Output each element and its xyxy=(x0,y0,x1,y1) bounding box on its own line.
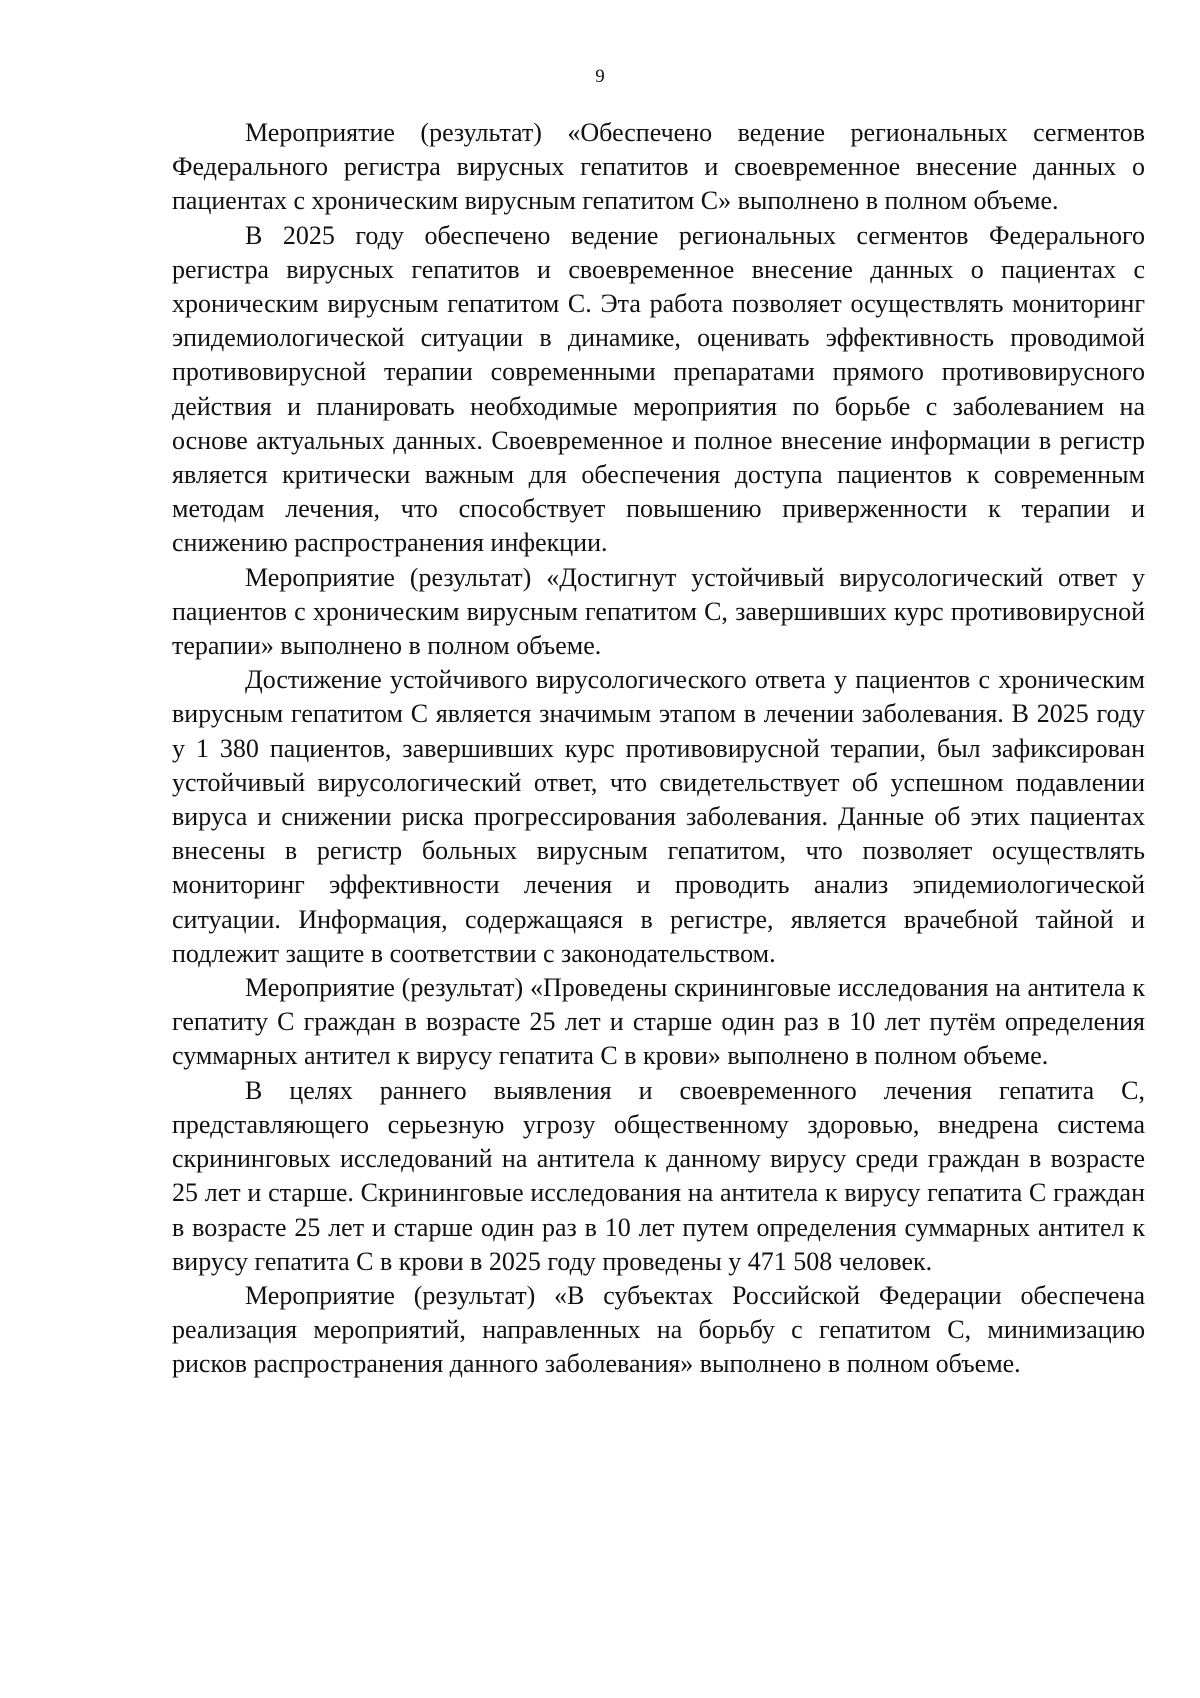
document-body xyxy=(172,116,1145,1382)
paragraph-virologic-response-details: Достижение устойчивого вирусологического ответа у пациентов с хроническим вирусным гепатитом С является значимым этапом в лечении заболевания. В 2025 году у 1 380 пациентов, завершивших курс противовирусной терапии, был зафиксирован устойчивый вирусологический ответ, что свидетельствует об успешном подавлении вируса и снижении риска прогрессирования заболевания. Данные об этих пациентах внесены в регистр больных вирусным гепатитом, что позволяет осуществлять мониторинг эффективности лечения и проводить анализ эпидемиологической ситуации. Информация, содержащаяся в регистре, является врачебной тайной и подлежит защите в соответствии с законодательством. xyxy=(172,665,1145,968)
paragraph-registry-details: В 2025 году обеспечено ведение региональных сегментов Федерального регистра вирусных гепатитов и своевременное внесение данных о пациентах с хроническим вирусным гепатитом С. Эта работа позволяет осуществлять мониторинг эпидемиологической ситуации в динамике, оценивать эффективность проводимой противовирусной терапии современными препаратами прямого противовирусного действия и планировать необходимые мероприятия по борьбе с заболеванием на основе актуальных данных. Своевременное и полное внесение информации в регистр является критически важным для обеспечения доступа пациентов к современным методам лечения, что способствует повышению приверженности к терапии и снижению распространения инфекции. xyxy=(172,220,1145,558)
paragraph-event-registry-maintenance: Мероприятие (результат) «Обеспечено ведение региональных сегментов Федерального регистра вирусных гепатитов и своевременное внесение данных о пациентах с хроническим вирусным гепатитом С» выполнено в полном объеме. xyxy=(172,118,1145,216)
paragraph-event-screening: Мероприятие (результат) «Проведены скрининговые исследования на антитела к гепатиту С граждан в возрасте 25 лет и старше один раз в 10 лет путём определения суммарных антител к вирусу гепатита С в крови» выполнено в полном объеме. xyxy=(172,973,1145,1071)
paragraph-event-virologic-response: Мероприятие (результат) «Достигнут устойчивый вирусологический ответ у пациентов с хроническим вирусным гепатитом С, завершивших курс противовирусной терапии» выполнено в полном объеме. xyxy=(172,562,1145,661)
paragraph-event-regional-measures: Мероприятие (результат) «В субъектах Российской Федерации обеспечена реализация мероприятий, направленных на борьбу с гепатитом С, минимизацию рисков распространения данного заболевания» выполнено в полном объеме. xyxy=(172,1280,1145,1379)
page-number: 9 xyxy=(595,66,605,87)
paragraph-screening-details: В целях раннего выявления и своевременного лечения гепатита С, представляющего серьезную угрозу общественному здоровью, внедрена система скрининговых исследований на антитела к данному вирусу среди граждан в возрасте 25 лет и старше. Скрининговые исследования на антитела к вирусу гепатита С граждан в возрасте 25 лет и старше один раз в 10 лет путем определения суммарных антител к вирусу гепатита С в крови в 2025 году проведены у 471 508 человек. xyxy=(172,1075,1145,1276)
